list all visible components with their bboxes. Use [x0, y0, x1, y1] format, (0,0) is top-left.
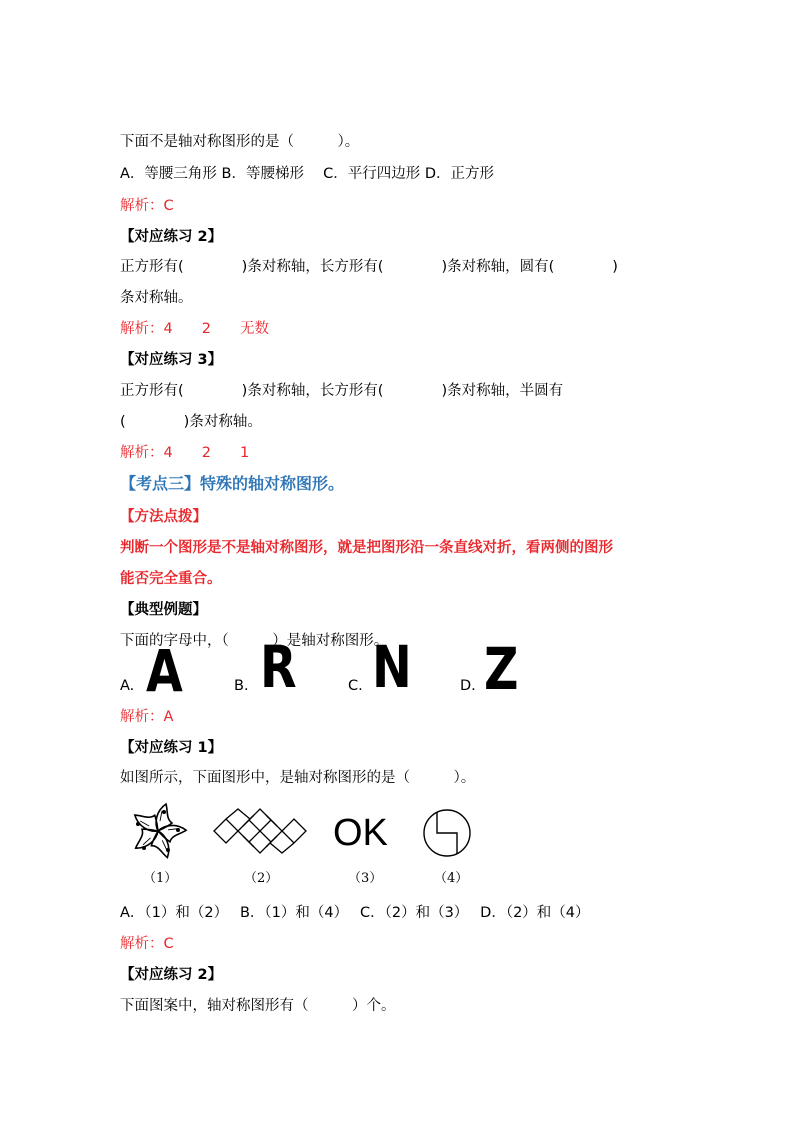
- practice-2b-header: 【对应练习 2】: [120, 967, 223, 983]
- letter-option-label-a: A.: [120, 678, 135, 694]
- letter-option-glyph-a: A: [146, 637, 183, 705]
- figure-caption-4: （4）: [434, 871, 469, 886]
- diamond-knot-figure: [212, 808, 308, 854]
- letter-option-glyph-b: R: [260, 633, 297, 701]
- practice-3-question-line-1: 正方形有( )条对称轴，长方形有( )条对称轴，半圆有: [120, 383, 564, 399]
- question-1: 下面不是轴对称图形的是（ ）。: [120, 134, 360, 150]
- letter-option-label-c: C.: [348, 678, 363, 694]
- figure-caption-1: （1）: [143, 871, 178, 886]
- circle-step-figure: [422, 808, 472, 858]
- practice-1-options: A．（1）和（2） B．（1）和（4） C．（2）和（3） D．（2）和（4）: [120, 905, 590, 921]
- letter-option-label-d: D.: [460, 678, 476, 694]
- method-header: 【方法点拨】: [120, 509, 207, 525]
- practice-3-question-line-2: ( )条对称轴。: [120, 414, 262, 430]
- practice-2-header: 【对应练习 2】: [120, 229, 223, 245]
- example-answer: 解析：A: [120, 709, 174, 725]
- question-1-options: A．等腰三角形 B．等腰梯形 C．平行四边形 D．正方形: [120, 166, 494, 182]
- practice-1-header: 【对应练习 1】: [120, 740, 223, 756]
- practice-2-question-line-1: 正方形有( )条对称轴，长方形有( )条对称轴，圆有( ): [120, 259, 618, 275]
- question-1-answer: 解析：C: [120, 198, 174, 214]
- figure-caption-3: （3）: [348, 871, 383, 886]
- example-question: 下面的字母中，（ ）是轴对称图形。: [120, 633, 389, 649]
- method-text-line-1: 判断一个图形是不是轴对称图形，就是把图形沿一条直线对折，看两侧的图形: [120, 540, 613, 556]
- practice-3-answer: 解析：4 2 1: [120, 445, 250, 461]
- practice-2b-question: 下面图案中，轴对称图形有（ ）个。: [120, 998, 396, 1014]
- practice-3-header: 【对应练习 3】: [120, 352, 223, 368]
- section-title: 【考点三】特殊的轴对称图形。: [120, 474, 345, 493]
- practice-2-question-line-2: 条对称轴。: [120, 290, 193, 306]
- practice-1-question: 如图所示，下面图形中，是轴对称图形的是（ ）。: [120, 770, 476, 786]
- bauhinia-flower-figure: [124, 800, 192, 862]
- practice-2-answer: 解析：4 2 无数: [120, 321, 269, 337]
- letter-option-label-b: B.: [234, 678, 249, 694]
- method-text-line-2: 能否完全重合。: [120, 571, 222, 587]
- figure-caption-2: （2）: [244, 871, 279, 886]
- letter-option-glyph-d: Z: [484, 635, 519, 703]
- practice-1-answer: 解析：C: [120, 936, 174, 952]
- letter-option-glyph-c: N: [372, 633, 412, 701]
- ok-text-figure: OK: [333, 812, 388, 854]
- example-header: 【典型例题】: [120, 602, 207, 618]
